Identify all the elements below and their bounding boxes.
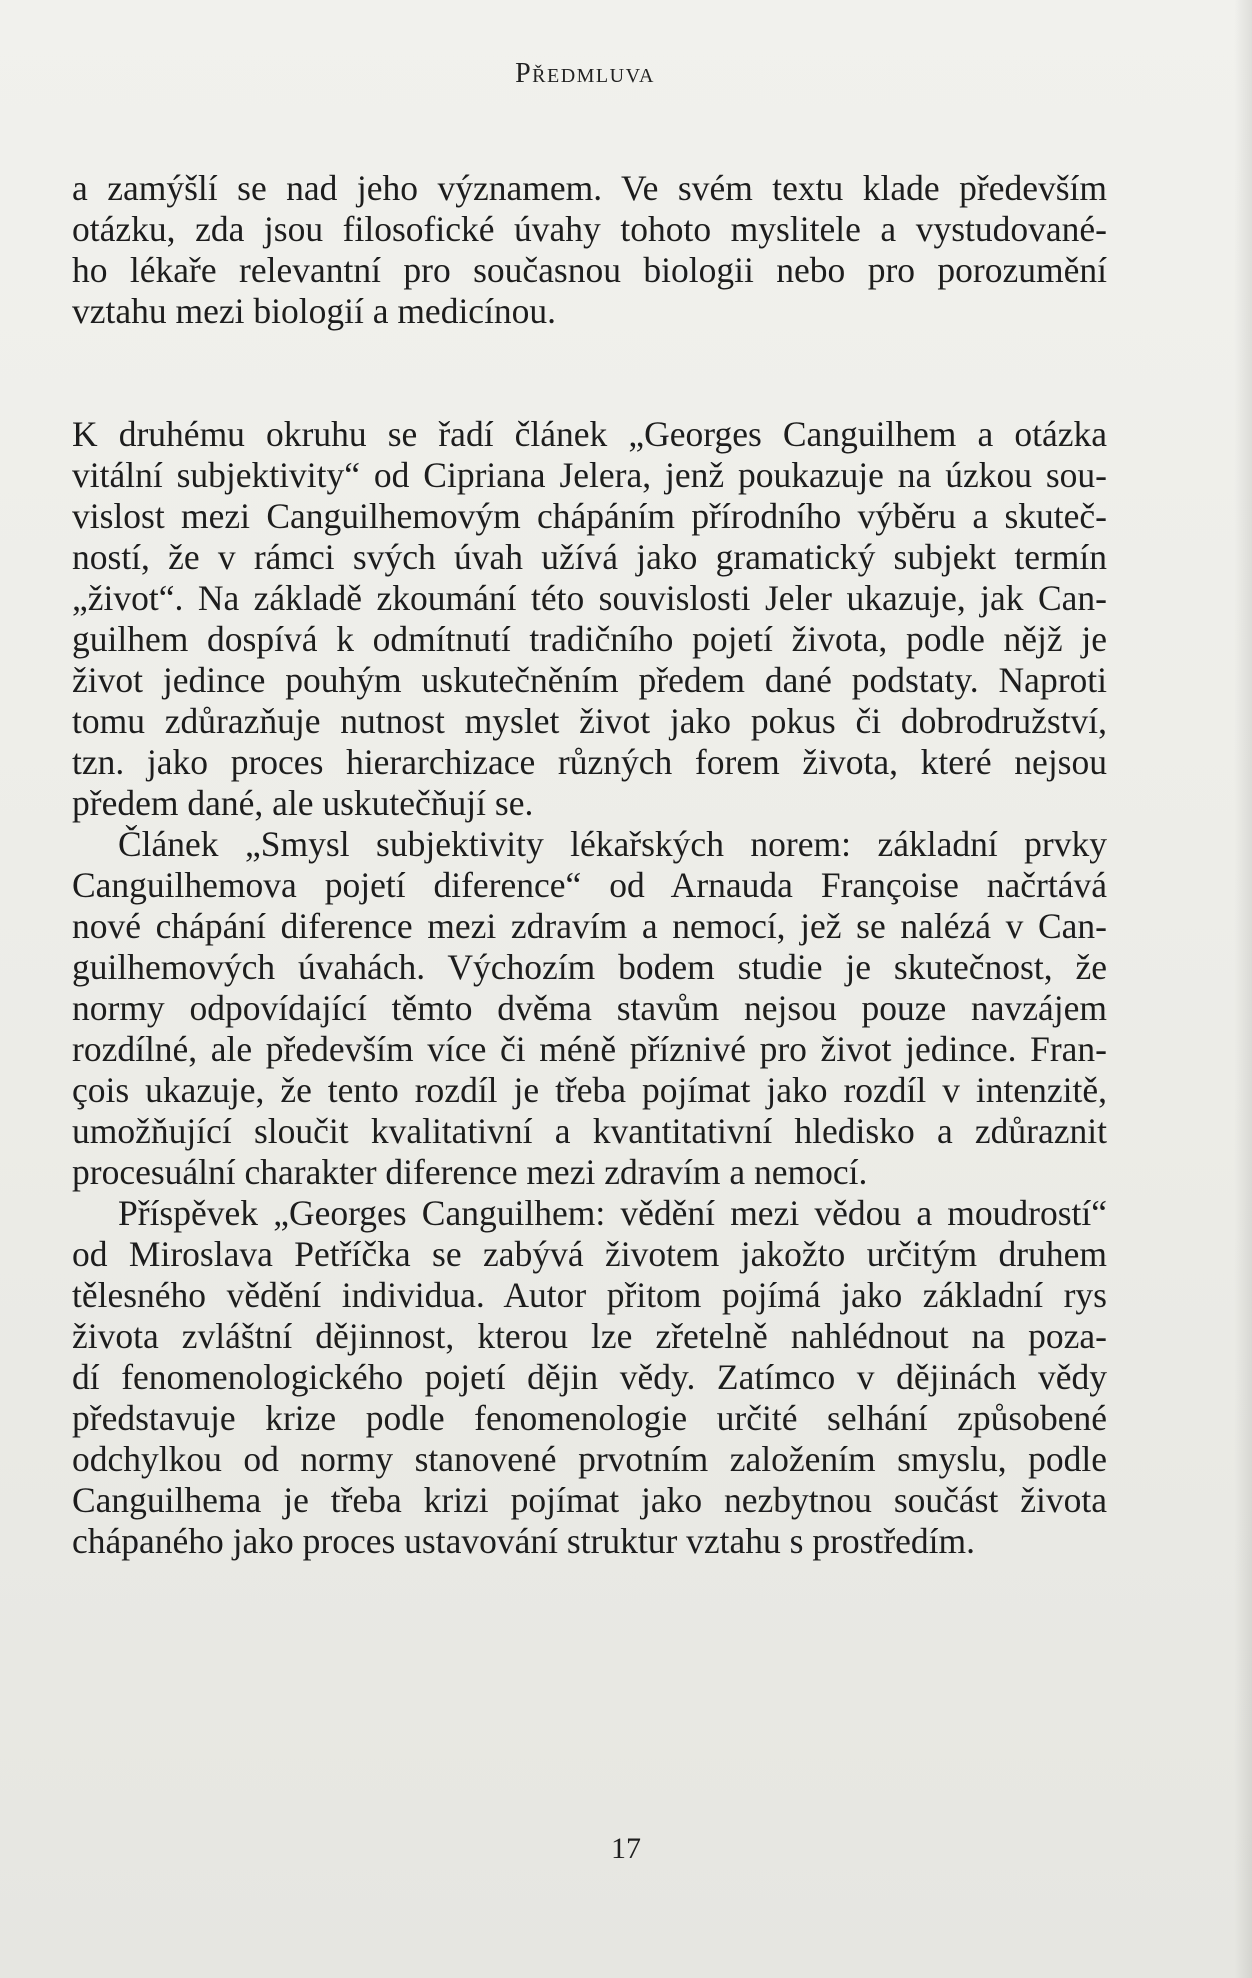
text-line: ností, že v rámci svých úvah užívá jako gramatický subjekt termín	[72, 537, 1107, 577]
text-line: guilhem dospívá k odmítnutí tradičního pojetí života, podle nějž je	[72, 619, 1107, 659]
text-line: dí fenomenologického pojetí dějin vědy. Zatímco v dějinách vědy	[72, 1357, 1107, 1397]
text-line: guilhemových úvahách. Výchozím bodem studie je skutečnost, že	[72, 947, 1107, 987]
text-line: Příspěvek „Georges Canguilhem: vědění mezi vědou a moudrostí“	[118, 1193, 1107, 1233]
text-line: „život“. Na základě zkoumání této souvislosti Jeler ukazuje, jak Can-	[72, 578, 1107, 618]
text-line: otázku, zda jsou filosofické úvahy tohoto myslitele a vystudované-	[72, 209, 1107, 249]
text-line: nové chápání diference mezi zdravím a nemocí, jež se nalézá v Can-	[72, 906, 1107, 946]
text-line: života zvláštní dějinnost, kterou lze zřetelně nahlédnout na poza-	[72, 1316, 1107, 1356]
text-line: K druhému okruhu se řadí článek „Georges Canguilhem a otázka	[72, 414, 1107, 454]
text-line: Článek „Smysl subjektivity lékařských norem: základní prvky	[118, 824, 1107, 864]
text-line: předem dané, ale uskutečňují se.	[72, 783, 534, 823]
page-number: 17	[611, 1832, 641, 1865]
text-line: od Miroslava Petříčka se zabývá životem jakožto určitým druhem	[72, 1234, 1107, 1274]
text-line: rozdílné, ale především více či méně příznivé pro život jedince. Fran-	[72, 1029, 1107, 1069]
text-line: tělesného vědění individua. Autor přitom pojímá jako základní rys	[72, 1275, 1107, 1315]
text-line: normy odpovídající těmto dvěma stavům nejsou pouze navzájem	[72, 988, 1107, 1028]
text-line: tomu zdůrazňuje nutnost myslet život jako pokus či dobrodružství,	[72, 701, 1107, 741]
text-line: život jedince pouhým uskutečněním předem dané podstaty. Naproti	[72, 660, 1107, 700]
text-line: Canguilhema je třeba krizi pojímat jako nezbytnou součást života	[72, 1480, 1107, 1520]
text-line: chápaného jako proces ustavování struktur vztahu s prostředím.	[72, 1521, 976, 1561]
text-line: vislost mezi Canguilhemovým chápáním přírodního výběru a skuteč-	[72, 496, 1107, 536]
text-line: Canguilhemova pojetí diference“ od Arnauda Françoise načrtává	[72, 865, 1107, 905]
running-head: Předmluva	[515, 58, 655, 89]
text-line: vztahu mezi biologií a medicínou.	[72, 291, 557, 331]
text-line: představuje krize podle fenomenologie určité selhání způsobené	[72, 1398, 1107, 1438]
text-line: procesuální charakter diference mezi zdravím a nemocí.	[72, 1152, 868, 1192]
text-line: çois ukazuje, že tento rozdíl je třeba pojímat jako rozdíl v intenzitě,	[72, 1070, 1107, 1110]
text-line: ho lékaře relevantní pro současnou biologii nebo pro porozumění	[72, 250, 1107, 290]
text-line: odchylkou od normy stanovené prvotním založením smyslu, podle	[72, 1439, 1107, 1479]
text-line: umožňující sloučit kvalitativní a kvantitativní hledisko a zdůraznit	[72, 1111, 1107, 1151]
text-line: a zamýšlí se nad jeho významem. Ve svém textu klade především	[72, 168, 1107, 208]
text-line: vitální subjektivity“ od Cipriana Jelera, jenž poukazuje na úzkou sou-	[72, 455, 1107, 495]
text-line: tzn. jako proces hierarchizace různých forem života, které nejsou	[72, 742, 1107, 782]
